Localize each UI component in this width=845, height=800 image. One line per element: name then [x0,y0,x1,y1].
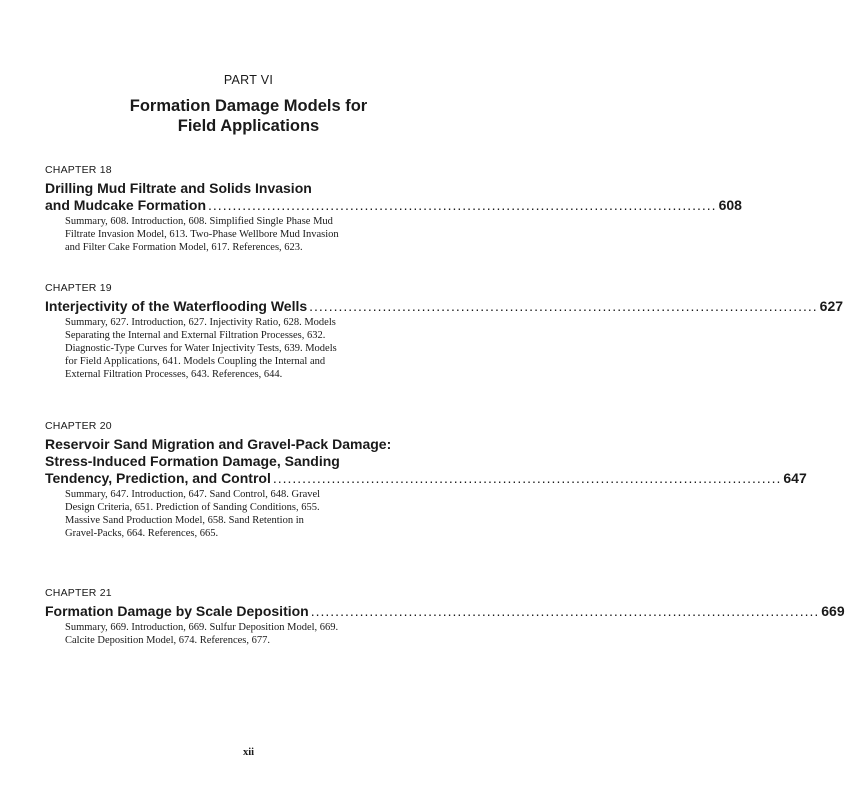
chapter-entry-21 [45,586,845,647]
chapter-title-lead-line [45,603,845,620]
chapter-title-line: and Mudcake Formation [45,197,207,213]
summary-line: Design Criteria, 651. Prediction of Sanding Conditions, 655. [65,502,320,513]
chapter-title-lead-line [45,197,742,214]
chapter-entry-20 [45,419,807,540]
dot-leader: ........................................................................................................ [309,298,818,314]
summary-line: Separating the Internal and External Filtration Processes, 632. [65,330,326,341]
chapter-title-lead-line [45,298,844,315]
part-title-line: Field Applications [177,117,320,135]
chapter-page-number: 608 [718,197,742,213]
summary-line: Summary, 647. Introduction, 647. Sand Control, 648. Gravel [65,489,321,500]
part-label: PART VI [223,73,274,87]
summary-line: Massive Sand Production Model, 658. Sand Retention in [65,515,304,526]
chapter-title [45,180,742,214]
chapter-title-line: Stress-Induced Formation Damage, Sanding [45,453,340,469]
part-title-line: Formation Damage Models for [129,97,368,115]
dot-leader: ........................................................................................................ [272,470,782,486]
summary-line: Calcite Deposition Model, 674. References, 677. [65,635,270,646]
part-title [0,96,497,136]
chapter-entry-19 [45,281,844,381]
page-number: xii [242,747,255,758]
summary-line: Filtrate Invasion Model, 613. Two-Phase Wellbore Mud Invasion [65,229,339,240]
chapter-label: CHAPTER 19 [45,282,112,294]
chapter-page-number: 647 [783,470,807,486]
chapter-label: CHAPTER 18 [45,164,112,176]
chapter-title-line: Reservoir Sand Migration and Gravel-Pack Damage: [45,436,392,452]
summary-line: Diagnostic-Type Curves for Water Injectivity Tests, 639. Models [65,343,337,354]
summary-line: Summary, 608. Introduction, 608. Simplified Single Phase Mud [65,216,333,227]
dot-leader: ........................................................................................................ [208,197,717,213]
dot-leader: ........................................................................................................ [310,603,820,619]
chapter-title [45,298,844,315]
chapter-page-number: 669 [821,603,845,619]
summary-line: Summary, 627. Introduction, 627. Injectivity Ratio, 628. Models [65,317,336,328]
chapter-title-line: Tendency, Prediction, and Control [45,470,271,486]
summary-line: Gravel-Packs, 664. References, 665. [65,528,219,539]
summary-line: Summary, 669. Introduction, 669. Sulfur Deposition Model, 669. [65,622,339,633]
chapter-summary [65,488,435,540]
chapter-label: CHAPTER 20 [45,420,112,432]
summary-line: and Filter Cake Formation Model, 617. References, 623. [65,242,303,253]
chapter-summary [65,215,435,254]
chapter-entry-18 [45,163,742,254]
chapter-title-line: Formation Damage by Scale Deposition [45,603,309,619]
chapter-title-line: Drilling Mud Filtrate and Solids Invasion [45,180,312,196]
chapter-title [45,436,807,487]
chapter-title-line: Interjectivity of the Waterflooding Wells [45,298,308,314]
chapter-page-number: 627 [819,298,844,314]
chapter-title [45,603,845,620]
chapter-summary [65,316,435,381]
summary-line: for Field Applications, 641. Models Coupling the Internal and [65,356,326,367]
chapter-label: CHAPTER 21 [45,587,112,599]
chapter-title-lead-line [45,470,807,487]
chapter-summary [65,621,435,647]
summary-line: External Filtration Processes, 643. References, 644. [65,369,283,380]
